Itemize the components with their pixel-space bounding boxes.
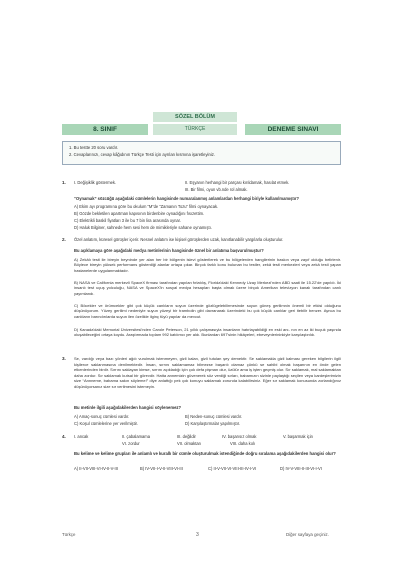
q2-intro: Özel anlatım, küresel görüşler içerir. Nesnel anlatım ise kişisel görüşlerden uzak, kanıtlanabilir yargılarla oluşturulur.: [74, 237, 284, 242]
grade-box: [62, 124, 148, 135]
q4-option-b[interactable]: B) IV-VII-I-V-II-VIII-VI-III: [140, 466, 183, 471]
q3-passage: Se, vardığı veya bazı yönleri ağdı vurulmak istenmeyen, gizli kalan, gizli tutulan şey demektir. Se saklamakla gizli kalması gereken bilgilerin ilgili kişilerce saklanmasına denilmektedir. İnsan, sırrını saklamamaz bilmezse başarılı olamaz çünkü se sahibi olmak başarının en önde gelen etkenlerinden birdir. Sırrını saklayan kimse, sırrını açıkladığı için çok defa pişman olur, üzülür ama iş işten geçmiş olur. Sır saklamak, mal saklamaktan daha zordur. Sır saklamak kutsal bir görevdir. Hatta annemizin güvenerek söz verdiği sırları, babamızın sizinle paylaştığı seçilen veya kardeşlerimizin size “Annneme, babama sakın söyleme!” diye anlattığı pek çok konuyu saklamak zorunda kalabilirsiniz. Eğer sır saklamak konusunda zorlandığınız düşünüyorsanız size sır verilmesini istemeyin.: [74, 356, 341, 389]
q1-option-b[interactable]: B) Gözde bekletilen apartman kapısının birdenbire oynadığını fısızettim.: [74, 211, 205, 216]
q2-option-b[interactable]: B) NASA ve California merkezli SpaceX firması tarafından yapılan fırlatılış, Florida'daki Kennedy Uzay Merkezi'nden ABD saati ile 15.22'de yapıldı. İki insanlı test uçuş yolculuğu, NASA ve SpaceX'in sosyal medya hesapları başta olmak üzere birçok Amerikan televizyon kanalı tarafından canlı yayımlandı.: [74, 280, 341, 296]
q4-word-6: VI. zordur: [122, 441, 140, 446]
question-2-number: 2.: [62, 237, 66, 242]
q3-option-b[interactable]: B) Neden-sonuç cümlesi vardır.: [185, 414, 243, 419]
footer-subject: Türkçe: [62, 532, 76, 537]
q1-option-a[interactable]: A) Ekim ayı programına göre bu okulum “M”de “Zamanın Tozu” filmi oynayacak.: [74, 204, 219, 209]
q4-stem: Bu kelime ve kelime grupları ile anlamlı ve kurallı bir cümle oluşturulmak istendiğinde doğru sıralama aşağıdakilerden hangisi olur?: [74, 451, 336, 456]
q2-option-c[interactable]: C) Böcekler ve örümcekler gibi çok küçük canlıların soyun üzerinde gözlügelebilirmesinde soyun güneş gerilimnin önemli bir etkisi olduğunu düşünüyorum. Yüzey gerilimi nedeniyle suyun yüzeyi bir trambolin gibi davranarak üzerindeki bu çok küçük canlılar geri itebilir benzer. Aynca bu canlıların barındırılarda suyun ilen özelikle ilginç tüyü yapılar da mevcut.: [74, 303, 341, 319]
instruction-line: 2. Cevaplarınızı, cevap kâğıdının Türkçe Testi için ayrılan kısmına işaretleyiniz.: [69, 151, 216, 157]
q1-item-2: II. Eşyanın herhangi bir parçası kırıldamak, hasılat etmek.: [185, 180, 290, 185]
q4-word-1: I. ancak: [74, 434, 89, 439]
q2-option-d[interactable]: D) Kanada'daki Memorial Üniversitesi'nden Carole Peterson, 21 yıllık çalışmasıyla insanların hatırlayabildiği en eski anı- nın en az iki buçuk yaşında oluşabileceğini ortaya koydu. Araştırmada toplam 992 katılımcı yer aldı. Bunlardan 697'sinin hikâyeleri, ebeveynlerininkiyle karşılaştırıldı.: [74, 327, 341, 338]
q4-word-7: VII. olmaktan: [177, 441, 201, 446]
q1-option-c[interactable]: C) Elektrikli baskil fiyatları 3 ile bu 7 bin lira arasında oynar.: [74, 218, 181, 223]
subject-label: TÜRKÇE: [184, 126, 206, 132]
q2-option-a[interactable]: A) Zekâlı testi ile bireyin beyninde yer alan her bir bölgenin islevi gösterilerek ve bu bölgelerden hangilerinin baskın veya zayıf olduğu belirlenir. Böylece bireyin yüksek performans gösterdiği alanlar ortaya çıkar. Birçok farklı konu bulunan bu testler, zekâ testi merkezleri veya zekâ testi yapan hastanelerde uygulanmaktadır.: [74, 257, 341, 273]
question-4-number: 4.: [62, 434, 66, 439]
q4-option-c[interactable]: C) II-V-VII-VI-VIII-III-IV-I-VI: [208, 466, 257, 471]
page-number: 3: [196, 532, 199, 538]
q4-option-a[interactable]: A) II-VII-VIII-VI-IV-II-V-III: [74, 466, 118, 471]
q1-item-1: I. Değişiklik göstermek.: [74, 180, 117, 185]
q1-stem: “Oynamak” sözcüğü aşağıdaki cümlelerin hangisinde numaralanmış anlamlardan herhangi biriyle kullanılmamıştır?: [74, 196, 299, 201]
next-page-note: Diğer sayfaya geçiniz.: [286, 532, 329, 537]
q4-option-d[interactable]: D) IV-V-VIII-II-III-VI-I-VI: [280, 466, 322, 471]
question-1-number: 1.: [62, 180, 66, 185]
q3-option-d[interactable]: D) Karşılaştırmalar yapılmıştır.: [185, 421, 241, 426]
exam-label: DENEME SINAVI: [267, 126, 319, 133]
q4-word-5: V. başarmak için: [283, 434, 313, 439]
q4-word-3: III. değildir: [177, 434, 196, 439]
q3-option-a[interactable]: A) Amaç-sonuç cümlesi vardır.: [74, 414, 130, 419]
instructions-box: [62, 141, 341, 165]
grade-label: 8. SINIF: [93, 126, 117, 133]
q3-stem: Bu metinle ilgili aşağıdakilerden hangisi söylenemez?: [74, 405, 182, 410]
q4-word-4: IV. başarısız olmak: [222, 434, 257, 439]
subject-box: [153, 124, 237, 135]
q1-option-d[interactable]: D) Haluk Bilginer, sahnede hem sesi hem de mimikleriyle sahane oynamıştı.: [74, 225, 212, 230]
q4-word-2: II. çabalamama: [122, 434, 150, 439]
section-title: SÖZEL BÖLÜM: [153, 112, 237, 122]
q4-word-8: VIII. daha kolı: [230, 441, 256, 446]
exam-box: [245, 124, 341, 135]
q2-stem: Bu açıklamaya göre aşağıdaki medya metinlerinin hangisinde öznel bir anlatıma başvurulmuştur?: [74, 248, 264, 253]
q1-item-3: III. Bir filmi, oyun vb.nde rol almak.: [185, 187, 248, 192]
question-3-number: 3.: [62, 356, 66, 361]
q3-option-c[interactable]: C) Koşul cümlelerine yer verilmiştir.: [74, 421, 138, 426]
instruction-line: 1. Bu testte 20 soru vardır.: [69, 145, 119, 150]
